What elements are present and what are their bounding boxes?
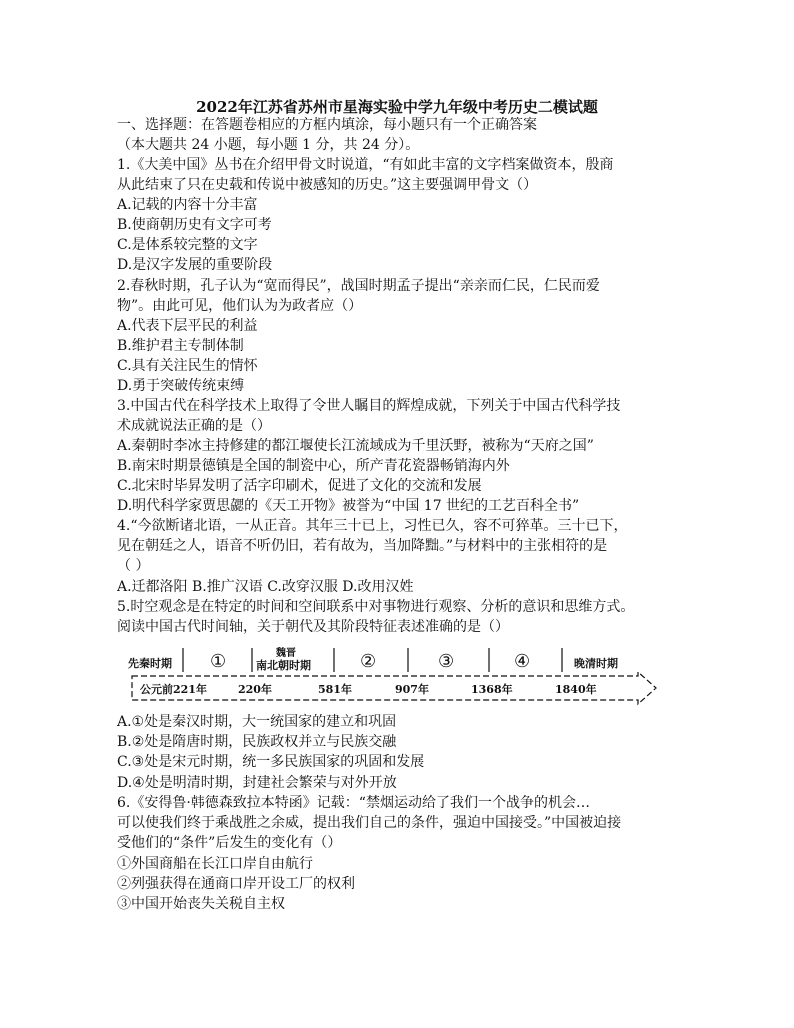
question-6-item-1: ①外国商船在长江口岸自由航行 [117,856,313,872]
period-pre-qin: 先秦时期 [128,657,172,670]
question-6-stem: 6.《安得鲁·韩德森致拉本特函》记载：“禁烟运动给了我们一个战争的机会… [117,795,590,811]
question-5-stem-cont: 阅读中国古代时间轴，关于朝代及其阶段特征表述准确的是（） [117,619,509,635]
question-3-option-a: A.秦朝时李冰主持修建的都江堰使长江流域成为千里沃野，被称为“天府之国” [117,438,594,454]
page-title: 2022年江苏省苏州市星海实验中学九年级中考历史二模试题 [196,98,598,116]
period-nanbeichao: 南北朝时期 [256,659,311,672]
question-3-option-c: C.北宋时毕昇发明了活字印刷术，促进了文化的交流和发展 [117,478,482,494]
period-marker-3: ③ [438,651,455,672]
question-4-stem: 4.“今欲断诸北语，一从正音。其年三十已上，习性已久，容不可猝革。三十已下， [117,518,628,534]
year-221bc: 公元前221年 [140,683,207,696]
question-2-option-d: D.勇于突破传统束缚 [117,378,245,394]
section-note: （本大题共 24 小题，每小题 1 分，共 24 分）。 [117,137,420,153]
question-3-option-b: B.南宋时期景德镇是全国的制瓷中心，所产青花瓷器畅销海内外 [117,458,510,474]
question-5-stem: 5.时空观念是在特定的时间和空间联系中对事物进行观察、分析的意识和思维方式。 [117,599,635,615]
question-2-option-b: B.维护君主专制体制 [117,338,244,354]
question-6-item-3: ③中国开始丧失关税自主权 [117,896,285,912]
question-1-option-a: A.记载的内容十分丰富 [117,197,258,213]
period-marker-4: ④ [514,651,531,672]
question-2-stem-cont: 物”。由此可见，他们认为为政者应（） [117,298,363,314]
year-907: 907年 [395,683,429,696]
question-3-stem: 3.中国古代在科学技术上取得了令世人瞩目的辉煌成就，下列关于中国古代科学技 [117,398,621,414]
question-1-option-b: B.使商朝历史有文字可考 [117,217,272,233]
question-2-option-c: C.具有关注民生的情怀 [117,358,258,374]
question-1-option-c: C.是体系较完整的文字 [117,237,258,253]
timeline-figure [128,644,666,706]
question-2-option-a: A.代表下层平民的利益 [117,318,258,334]
period-marker-2: ② [360,651,377,672]
question-6-stem-cont: 可以使我们终于乘战胜之余威，提出我们自己的条件，强迫中国接受。”中国被迫接 [117,815,622,831]
question-5-option-b: B.②处是隋唐时期，民族政权并立与民族交融 [117,734,397,750]
question-4-blank: （ ） [117,558,150,574]
period-marker-1: ① [210,651,227,672]
question-1-stem: 1.《大美中国》丛书在介绍甲骨文时说道，“有如此丰富的文字档案做资本，殷商 [117,157,614,173]
year-1368: 1368年 [471,683,513,696]
year-220: 220年 [238,683,272,696]
question-6-item-2: ②列强获得在通商口岸开设工厂的权利 [117,876,355,892]
question-5-option-c: C.③处是宋元时期，统一多民族国家的巩固和发展 [117,754,425,770]
question-4-stem-cont: 见在朝廷之人，语音不听仍旧，若有故为，当加降黜。”与材料中的主张相符的是 [117,538,608,554]
period-late-qing: 晚清时期 [574,657,618,670]
question-2-stem: 2.春秋时期，孔子认为“宽而得民”，战国时期孟子提出“亲亲而仁民，仁民而爱 [117,278,600,294]
question-6-stem-cont-2: 受他们的“条件”后发生的变化有（） [117,835,342,851]
question-3-option-d: D.明代科学家贾思勰的《天工开物》被誉为“中国 17 世纪的工艺百科全书” [117,498,580,514]
year-1840: 1840年 [555,683,597,696]
question-5-option-a: A.①处是秦汉时期，大一统国家的建立和巩固 [117,714,397,730]
question-1-option-d: D.是汉字发展的重要阶段 [117,257,273,273]
question-4-options: A.迁都洛阳 B.推广汉语 C.改穿汉服 D.改用汉姓 [117,579,414,595]
period-weijin: 魏晋 [276,648,296,659]
question-5-option-d: D.④处是明清时期，封建社会繁荣与对外开放 [117,775,397,791]
question-1-stem-cont: 从此结束了只在史载和传说中被感知的历史。”这主要强调甲骨文（） [117,177,538,193]
year-581: 581年 [318,683,352,696]
question-3-stem-cont: 术成就说法正确的是（） [117,418,271,434]
section-heading: 一、选择题：在答题卷相应的方框内填涂，每小题只有一个正确答案 [117,117,537,133]
